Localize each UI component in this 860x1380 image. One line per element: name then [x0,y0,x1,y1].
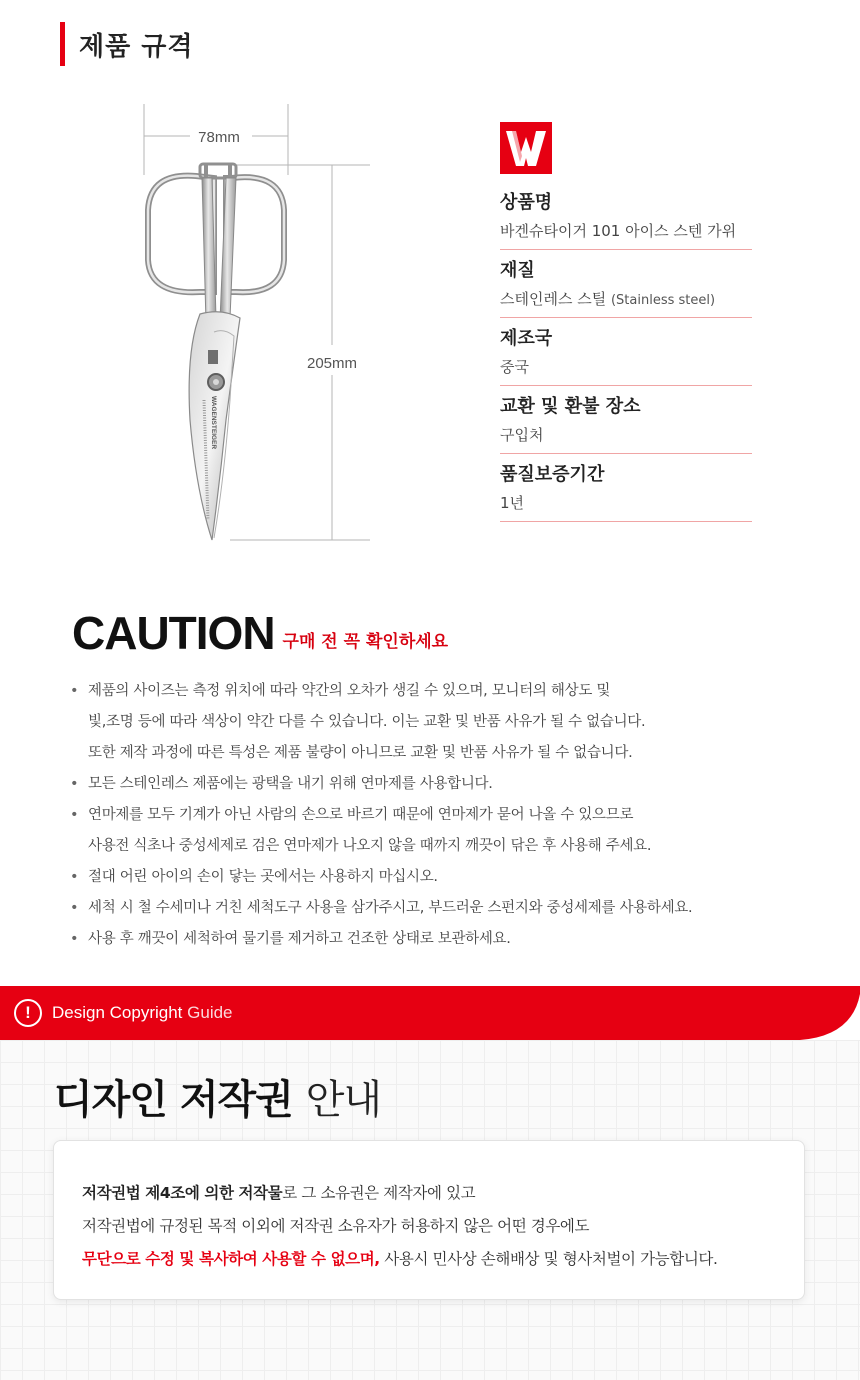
spec-label: 상품명 [500,192,553,213]
spec-list [500,182,752,522]
spec-value: 구입처 [500,426,544,444]
spec-value: 스테인레스 스틸 (Stainless steel) [500,290,716,308]
spec-value: 바겐슈타이거 101 아이스 스텐 가위 [500,222,737,240]
caution-item-continued: 또한 제작 과정에 따른 특성은 제품 불량이 아니므로 교환 및 반품 사유가 될 수 없습니다. [88,745,633,761]
caution-title: CAUTION [72,607,275,659]
height-dimension-label: 205mm [306,355,358,372]
caution-item: • 절대 어린 아이의 손이 닿는 곳에서는 사용하지 마십시오. [70,862,790,893]
blade-brand-text: WAGENSTEIGER [210,396,217,450]
scissors-shafts [202,178,236,322]
copyright-line-2: 저작권법에 규정된 목적 이외에 저작권 소유자가 허용하지 않은 어떤 경우에도 [82,1217,590,1235]
spec-item-exchange-place [500,386,752,454]
caution-header [72,608,448,658]
spec-item-product-name [500,182,752,250]
caution-list [70,676,790,955]
spec-label: 재질 [500,260,535,281]
brand-logo-icon [500,122,552,174]
caution-item-continued: 빛,조명 등에 따라 색상이 약간 다를 수 있습니다. 이는 교환 및 반품 사유가 될 수 없습니다. [88,714,646,730]
copyright-notice-box [53,1140,805,1300]
caution-subtitle: 구매 전 꼭 확인하세요 [282,632,449,652]
caution-item: • 연마제를 모두 기계가 아닌 사람의 손으로 바르기 때문에 연마제가 묻어 나올 수 있으므로 [70,800,790,831]
spec-item-material [500,250,752,318]
copyright-title: 디자인 저작권 안내 [54,1077,381,1123]
spec-label: 교환 및 환불 장소 [500,396,641,417]
caution-item: • 사용 후 깨끗이 세척하여 물기를 제거하고 건조한 상태로 보관하세요. [70,924,790,955]
spec-section-header [60,22,194,66]
spec-label: 제조국 [500,328,553,349]
exclamation-icon: ! [14,999,42,1027]
banner-text: Design Copyright Guide [52,1003,233,1022]
height-dimension [230,165,370,540]
scissors-dimension-drawing [130,100,390,550]
spec-value: 1년 [500,494,525,512]
copyright-line-1: 저작권법 제4조에 의한 저작물로 그 소유권은 제작자에 있고 [82,1184,476,1202]
spec-item-warranty [500,454,752,522]
title-accent-bar [60,22,65,66]
spec-label: 품질보증기간 [500,464,605,485]
spec-value-english: (Stainless steel) [610,293,716,308]
copyright-line-3: 무단으로 수정 및 복사하여 사용할 수 없으며, 사용시 민사상 손해배상 및 형사처벌이 가능합니다. [82,1250,718,1268]
spec-item-country [500,318,752,386]
scissors-handle [148,164,284,292]
scissors-blade [189,312,240,540]
spec-value: 중국 [500,358,529,376]
caution-item-continued: 사용전 식초나 중성세제로 검은 연마제가 나오지 않을 때까지 깨끗이 닦은 후 사용해 주세요. [88,838,652,854]
caution-item: • 제품의 사이즈는 측정 위치에 따라 약간의 오차가 생길 수 있으며, 모니터의 해상도 및 [70,676,790,707]
spec-section-title: 제품 규격 [79,31,194,62]
caution-item: • 세척 시 철 수세미나 거친 세척도구 사용을 삼가주시고, 부드러운 스펀지와 중성세제를 사용하세요. [70,893,790,924]
width-dimension-label: 78mm [198,129,240,146]
copyright-banner-content [14,986,233,1040]
caution-item: • 모든 스테인레스 제품에는 광택을 내기 위해 연마제를 사용합니다. [70,769,790,800]
